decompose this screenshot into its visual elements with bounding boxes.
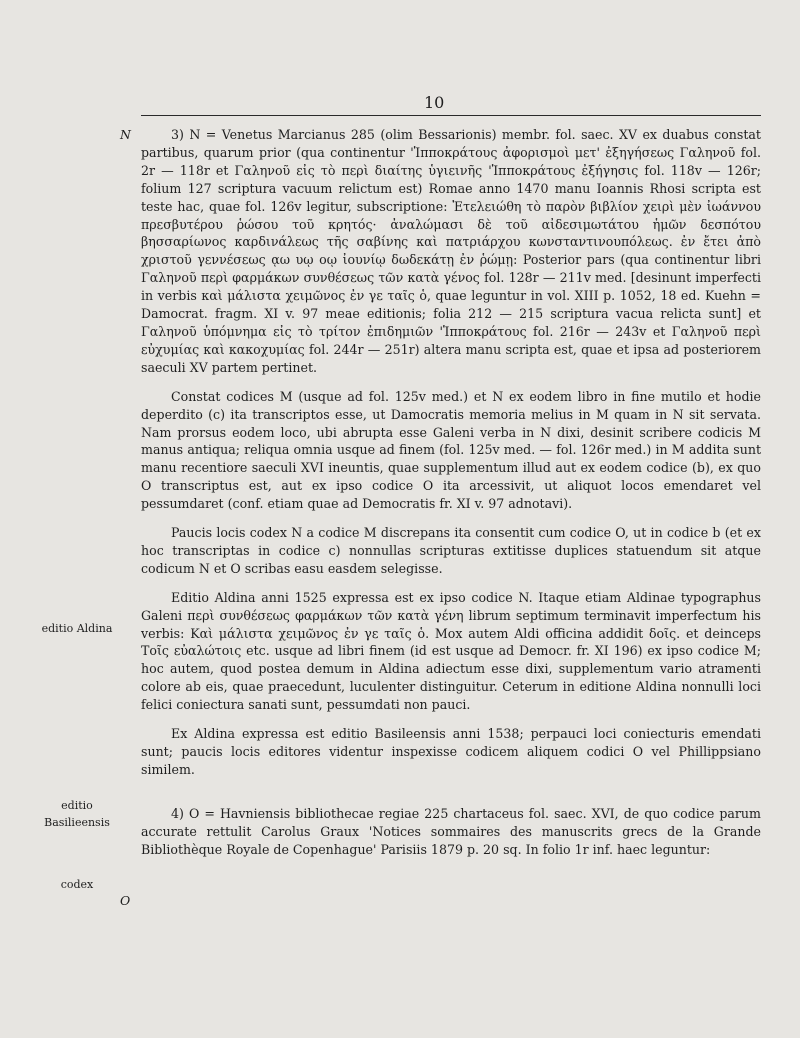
header-rule xyxy=(141,115,761,116)
paragraph-paucis: Paucis locis codex N a codice M discrepans ita consentit cum codice O, ut in codice b (et ex hoc transcriptas in codice c) nonnullas scripturas extitisse duplices statuendum sit atque codicum N et O scribas easu easdem selegisse. xyxy=(141,525,761,576)
paragraph-venetus: 3) N = Venetus Marcianus 285 (olim Bessarionis) membr. fol. saec. XV ex duabus constat partibus, quarum prior (qua continentur 'Ἱπποκράτους ἀφορισμοὶ μετ' ἐξηγήσεως Γαληνοῦ fol. 2r — 118r et Γαληνοῦ εἰς τὸ περὶ διαίτης ὑγιεινῆς 'Ἱπποκράτους ἐξήγησις fol. 118v — 126r; folium 127 scriptura vacuum relictum est) Romae anno 1470 manu Ioannis Rhosi scripta est teste hac, quae fol. 126v legitur, subscriptione: Ἐτελειώθη τὸ παρὸν βιβλίον χειρὶ μὲν ἰωάννου πρεσβυτέρου ῥώσου τοῦ κρητός· ἀναλώμασι δὲ τοῦ αἰδεσιμωτάτου ἡμῶν δεσπότου βησσαρίωνος καρδινάλεως τῆς σαβίνης καὶ πατριάρχου κωνσταντινουπόλεως. ἐν ἔτει ἀπὸ χριστοῦ γεννέσεως ᾳω υῳ οῳ ἰουνίῳ δωδεκάτῃ ἐν ῥώμῃ: Posterior pars (qua continentur libri Γαληνοῦ περὶ φαρμάκων συνθέσεως τῶν κατὰ γένος fol. 128r — 211v med. [desinunt imperfecti in verbis καὶ μάλιστα χειμῶνος ἐν γε ταῖς ὁ, quae leguntur in vol. XIII p. 1052, 18 ed. Kuehn = Damocrat. fragm. XI v. 97 meae editionis; folia 212 — 215 scriptura vacua relicta sunt] et Γαληνοῦ ὑπόμνημα εἰς τὸ τρίτον ἐπιδημιῶν 'Ἱπποκράτους fol. 216r — 243v et Γαληνοῦ περὶ εὐχυμίας καὶ κακοχυμίας fol. 244r — 251r) altera manu scripta est, quae et ipsa ad posteriorem saeculi XV partem pertinet. xyxy=(141,127,761,375)
margin-note-basil-1: editio xyxy=(61,799,93,812)
paragraph-aldina: Editio Aldina anni 1525 expressa est ex ipso codice N. Itaque etiam Aldinae typographus Galeni περὶ συνθέσεως φαρμάκων τῶν κατὰ γένη librum septimum terminavit imperfectum his verbis: Καὶ μάλιστα χειμῶνος ἐν γε ταῖς ὁ. Mox autem Aldi officina addidit δοῖς. et deinceps Τοῖς εὐαλώτοις etc. usque ad libri finem (id est usque ad Democr. fr. XI 196) ex ipso codice M; hoc autem, quod postea demum in Aldina adiectum esse dixi, supplementum vario atramenti colore ab eis, quae praecedunt, luculenter distinguitur. Ceterum in editione Aldina nonnulli loci felici coniectura sanati sunt, pessumdati non pauci. xyxy=(141,589,761,713)
body-text xyxy=(141,126,761,859)
siglum-n: N xyxy=(120,127,131,142)
siglum-o: O xyxy=(120,893,131,908)
margin-note-basil-2: Basilieensis xyxy=(44,816,110,829)
page-number: 10 xyxy=(424,93,445,112)
margin-note-codex: codex xyxy=(60,878,94,891)
margin-note-aldina: editio Aldina xyxy=(41,622,113,635)
paragraph-constat: Constat codices M (usque ad fol. 125v med.) et N ex eodem libro in fine mutilo et hodie deperdito (c) ita transcriptos esse, ut Damocratis memoria melius in M quam in N sit servata. Nam prorsus eodem loco, ubi abrupta esse Galeni verba in N dixi, desinit scribere codicis M manus antiqua; reliqua omnia usque ad finem (fol. 125v med. — fol. 126r med.) in M addita sunt manu recentiore saeculi XVI ineuntis, quae supplementum illud aut ex eodem codice (b), ex quo O transcriptus est, aut ex ipso codice O ita arcessivit, ut aliquot locos emendaret vel pessumdaret (conf. etiam quae ad Democratis fr. XI v. 97 adnotavi). xyxy=(141,388,761,512)
paragraph-basileensis: Ex Aldina expressa est editio Basileensis anni 1538; perpauci loci coniecturis emendati sunt; paucis locis editores videntur inspexisse codicem aliquem codici O vel Phillippsiano similem. xyxy=(141,726,761,777)
paragraph-havniensis: 4) O = Havniensis bibliothecae regiae 225 chartaceus fol. saec. XVI, de quo codice parum accurate rettulit Carolus Graux 'Notices sommaires des manuscrits grecs de la Grande Bibliothèque Royale de Copenhague' Parisiis 1879 p. 20 sq. In folio 1r inf. haec leguntur: xyxy=(141,805,761,857)
